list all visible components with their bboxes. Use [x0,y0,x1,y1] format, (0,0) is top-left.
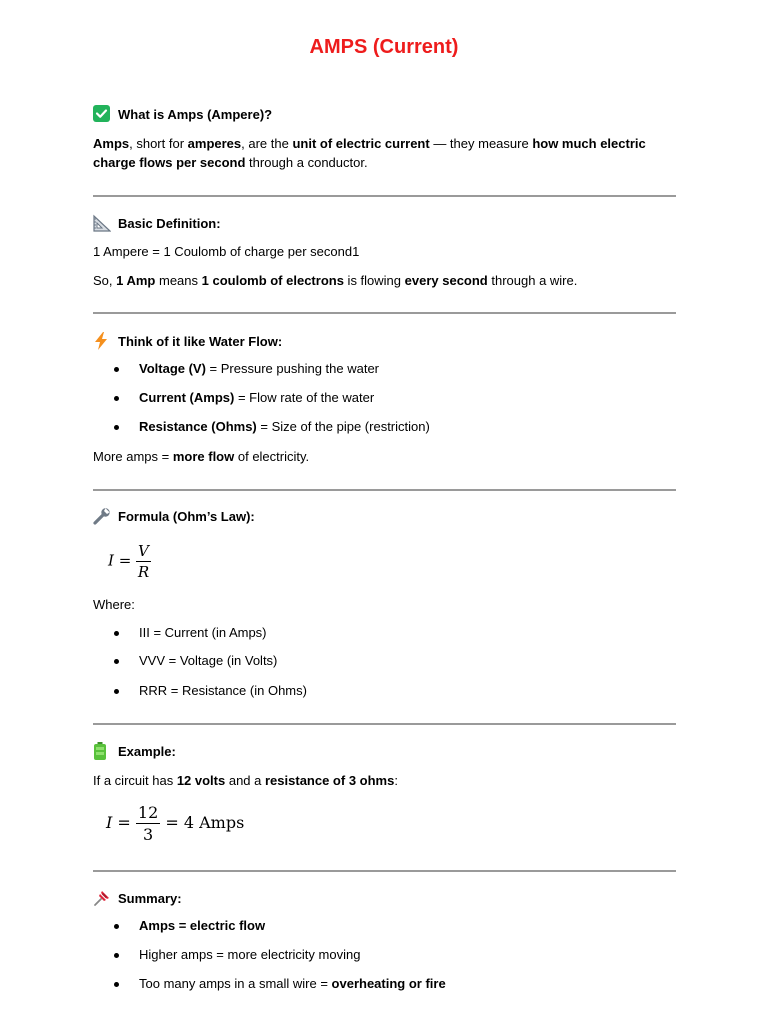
divider [93,870,676,872]
section-heading-example [93,742,176,760]
heading-text: What is Amps (Ampere)? [118,106,273,122]
section-heading-water-flow [93,332,282,350]
divider [93,489,676,491]
heading-text: Example: [118,743,176,759]
water-flow-summary: More amps = more flow of electricity. [93,449,310,464]
document-page: AMPS (Current) What is Amps (Ampere)? Amps, short for amperes, are the unit of electric current — they measure how much electric charge flows per second through a conductor. Basic Definition: 1 Ampere = 1 Coulomb of charge per second1 So, 1 Amp means 1 coulomb of electrons is flowing every second through a wire. Think of it like Water Flow: Voltage (V) = Pressure pushing the water Current (Amps) = Flow rate of the water Resistance (Ohms) = Size of the pipe (restriction) More amps = more flow of electricity. Formula (Ohm’s Law): I = $\frac{V}{R}$ Where: III = Current (in Amps) VVV = Voltage (in Volts) RRR = Resistance (in Ohms) Example: If a circuit has 12 volts and a resistance of 3 ohms: I = $\frac{12}{3}$ = 4 Amps Summary: Amps = electric flow Higher amps = more electricity moving Too many amps in a small wire = overheating or fire [0,0,768,1024]
pushpin-icon [93,889,111,907]
triangle-ruler-icon [93,214,111,232]
divider [93,195,676,197]
section-heading-summary [93,889,182,907]
divider [93,723,676,725]
heading-text: Summary: [118,890,182,906]
what-is-paragraph: Amps, short for amperes, are the unit of electric current — they measure how much electric charge flows per second through a conductor. [93,136,646,170]
ohms-law-formula: I = $\frac{V}{R}$ [108,542,150,581]
page-title: AMPS (Current) [309,36,459,58]
heading-text: Basic Definition: [118,215,221,231]
heading-text: Think of it like Water Flow: [118,333,283,349]
example-statement: If a circuit has 12 volts and a resistance of 3 ohms: [93,773,398,788]
heading-text: Formula (Ohm’s Law): [118,508,255,524]
divider [93,312,676,314]
definition-line: 1 Ampere = 1 Coulomb of charge per second1 [93,244,360,259]
section-heading-what-is [93,105,272,123]
wrench-icon [93,507,111,525]
example-formula: I = $\frac{12}{3}$ = 4 Amps [106,803,245,844]
section-heading-formula [93,507,255,525]
check-icon [93,105,111,123]
battery-icon [93,742,111,760]
section-heading-basic-definition [93,214,221,232]
definition-explanation: So, 1 Amp means 1 coulomb of electrons is flowing every second through a wire. [93,273,578,288]
lightning-icon [93,332,111,350]
where-label: Where: [93,597,135,612]
